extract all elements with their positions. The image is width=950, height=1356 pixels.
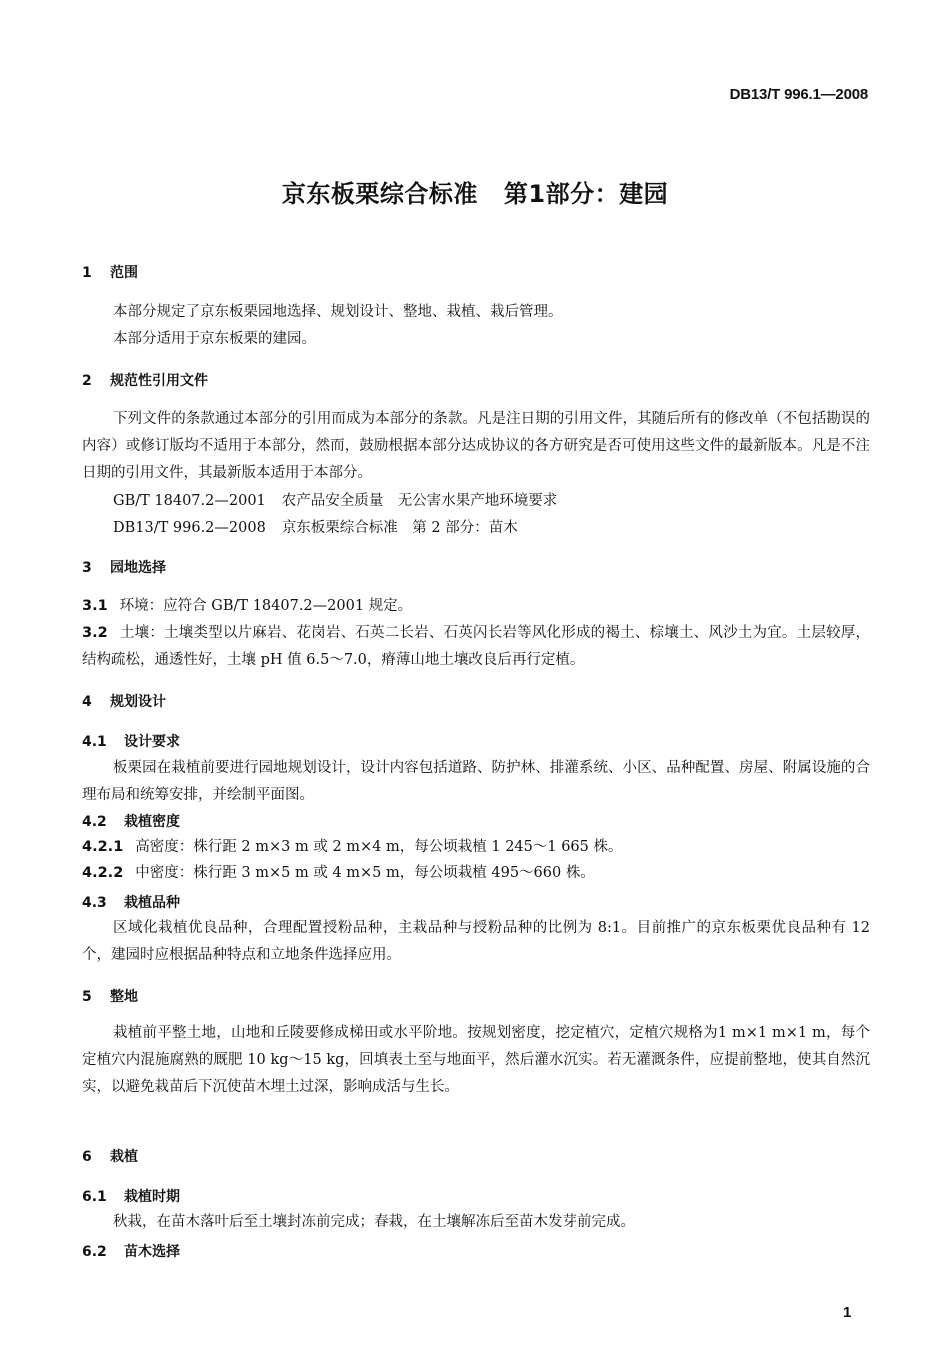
subsection-heading-4-2: 4.2 栽植密度	[82, 814, 180, 830]
subsection-heading-6-2: 6.2 苗木选择	[82, 1244, 180, 1260]
paragraph: 区域化栽植优良品种，合理配置授粉品种，主栽品种与授粉品种的比例为 8:1。目前推广的京东板栗优良品种有 12 个，建园时应根据品种特点和立地条件选择应用。	[82, 920, 870, 963]
paragraph: 秋栽，在苗木落叶后至土壤封冻前完成；春栽，在土壤解冻后至苗木发芽前完成。	[113, 1214, 635, 1230]
section-heading-6: 6 栽植	[82, 1149, 138, 1165]
clause: 4.2.1 高密度：株行距 2 m×3 m 或 2 m×4 m，每公顷栽植 1 245～1 665 株。	[82, 839, 623, 855]
page-number: 1	[843, 1304, 852, 1321]
clause: 4.2.2 中密度：株行距 3 m×5 m 或 4 m×5 m，每公顷栽植 495～660 株。	[82, 865, 595, 881]
clause: 3.1 环境：应符合 GB/T 18407.2—2001 规定。	[82, 598, 413, 614]
subsection-heading-4-3: 4.3 栽植品种	[82, 895, 180, 911]
paragraph: 板栗园在栽植前要进行园地规划设计，设计内容包括道路、防护林、排灌系统、小区、品种配置、房屋、附属设施的合理布局和统筹安排，并绘制平面图。	[82, 760, 870, 803]
paragraph: 本部分规定了京东板栗园地选择、规划设计、整地、栽植、栽后管理。	[113, 304, 563, 320]
reference-item: DB13/T 996.2—2008 京东板栗综合标准 第 2 部分：苗木	[113, 520, 518, 536]
paragraph: 本部分适用于京东板栗的建园。	[113, 331, 316, 347]
paragraph: 栽植前平整土地，山地和丘陵要修成梯田或水平阶地。按规划密度，挖定植穴，定植穴规格为1 m×1 m×1 m，每个定植穴内混施腐熟的厩肥 10 kg～15 kg，回填表土至与地面平，然后灌水沉实。若无灌溉条件，应提前整地，使其自然沉实，以避免栽苗后下沉使苗木埋土过深，影响成活与生长。	[82, 1025, 870, 1095]
reference-item: GB/T 18407.2—2001 农产品安全质量 无公害水果产地环境要求	[113, 493, 558, 509]
title-part: 第1部分：建园	[503, 180, 669, 208]
section-heading-1: 1 范围	[82, 265, 138, 281]
paragraph: 下列文件的条款通过本部分的引用而成为本部分的条款。凡是注日期的引用文件，其随后所有的修改单（不包括勘误的内容）或修订版均不适用于本部分，然而，鼓励根据本部分达成协议的各方研究是否可使用这些文件的最新版本。凡是不注日期的引用文件，其最新版本适用于本部分。	[82, 411, 870, 481]
clause: 3.2 土壤：土壤类型以片麻岩、花岗岩、石英二长岩、石英闪长岩等风化形成的褐土、棕壤土、风沙土为宜。土层较厚，结构疏松，通透性好，土壤 pH 值 6.5～7.0，瘠薄山地土壤改良后再行定植。	[82, 625, 870, 668]
standard-number: DB13/T 996.1—2008	[729, 86, 868, 103]
title-main: 京东板栗综合标准	[281, 180, 478, 208]
section-heading-4: 4 规划设计	[82, 694, 166, 710]
section-heading-3: 3 园地选择	[82, 560, 166, 576]
section-heading-5: 5 整地	[82, 989, 138, 1005]
subsection-heading-6-1: 6.1 栽植时期	[82, 1189, 180, 1205]
subsection-heading-4-1: 4.1 设计要求	[82, 734, 180, 750]
section-heading-2: 2 规范性引用文件	[82, 373, 208, 389]
document-title	[0, 174, 950, 209]
